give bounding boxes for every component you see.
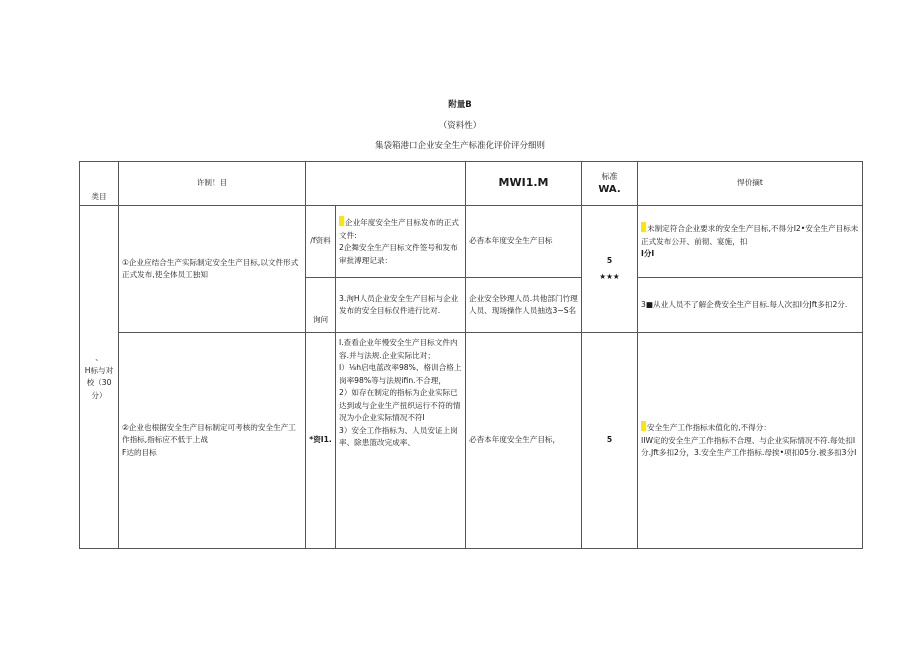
score-line: 安全生产工作指标未值化的,不得分：	[641, 421, 859, 435]
header-row	[80, 162, 863, 206]
item-text: ①企业应结合生产实际制定安全生产目标,以文件形式正式发布,使全体员工独知	[122, 257, 299, 279]
header-main-text: MWI1.M	[498, 175, 549, 189]
item-cell-2	[119, 333, 306, 549]
header-category	[80, 162, 119, 206]
category-cell	[80, 206, 119, 549]
content-line: 企业年度安全生产目标发布的正式文件:	[339, 218, 459, 240]
nature-note: （资料性）	[438, 121, 482, 131]
score-cell	[638, 278, 863, 333]
content-cell	[336, 333, 466, 549]
header-category-text: 类目	[91, 191, 107, 201]
standard-value: 5	[606, 256, 613, 265]
category-line: 校（30	[86, 378, 112, 387]
check-cell	[466, 206, 582, 278]
standard-cell	[582, 206, 638, 333]
standard-stars: ★★★	[599, 271, 620, 281]
score-line: I分I	[641, 249, 655, 259]
method-cell	[306, 333, 336, 549]
highlight-marker	[641, 222, 646, 232]
score-line: IIW定的安全生产工作指标不合理、与企业实际情况不符.每处扣I分.Jft多扣2分，3.安全生产工作指标.母挨•项扣05分.被多扣3分I	[641, 435, 857, 458]
highlight-marker	[641, 421, 646, 431]
header-scoring-text: 悍价摘t	[737, 178, 763, 188]
item-cell-1	[119, 206, 306, 333]
check-cell	[466, 333, 582, 549]
category-line: 、	[95, 353, 103, 362]
score-text: 3■从业人员不了解企费安全生产目标.每人次扣I分Jft多扣2分.	[641, 299, 848, 309]
method-text: *资I1.	[309, 435, 332, 445]
header-scoring	[638, 162, 863, 206]
content-line: 2企舞安全生产目标文件签号和发布审批溥理记录：	[339, 243, 458, 265]
score-line: 未制定符合企业要求的安全生产目标,不得分I2•安全生产目标未正式发布公开、前彻、宴施，扣	[641, 224, 859, 246]
content-line: 3）安全工作指标为、人员安证上岗率、除患篮改完成率、	[339, 425, 458, 447]
document-title: 集袋箱港口企业安全生产标准化评价评分细则	[374, 141, 545, 151]
check-text: 必杳本年度安全生产目标，	[469, 435, 561, 445]
check-text: 企业安全钞理人员.共他部门竹理人员、现场操作人员抽选3~S名	[469, 293, 578, 315]
header-standard-line2: WA.	[598, 183, 621, 195]
content-line: 2）如存在制定的指标为企业实际已达到或与企业生产扭织运行不符的情况为小企业实际情况不符I	[339, 388, 461, 422]
category-line: 分）	[91, 390, 107, 400]
score-cell	[638, 206, 863, 278]
content-line: I.查看企业年慢安全生产目标文件内容.并与法规.企业实际比对；	[339, 338, 458, 360]
header-standard-line1: 标准	[601, 172, 618, 181]
method-cell	[306, 278, 336, 333]
standard-value: 5	[606, 435, 613, 445]
annex-title: 附量B	[448, 100, 472, 110]
header-main	[466, 162, 582, 206]
item-text: F达的目标	[122, 447, 157, 457]
header-method	[306, 162, 466, 206]
category-line: H标与对	[84, 365, 114, 375]
score-cell	[638, 333, 863, 549]
check-cell	[466, 278, 582, 333]
evaluation-table	[79, 161, 863, 549]
header-item-text: 许制！目	[196, 178, 228, 188]
header-standard	[582, 162, 638, 206]
highlight-marker	[339, 216, 344, 226]
header-item	[119, 162, 306, 206]
method-cell	[306, 206, 336, 278]
content-text: 3.洵H人员企业安全生产目标与企业发布的安全目标仅件进行比对.	[339, 293, 459, 315]
content-line: I）⅛h启电蓝改率98%、格训合格上岗率98%等与法规ifin.不合理，	[339, 363, 462, 385]
method-text: 询问	[312, 314, 329, 324]
table-row	[80, 206, 863, 278]
content-cell	[336, 278, 466, 333]
standard-cell	[582, 333, 638, 549]
method-text: /f资料	[310, 236, 331, 246]
check-text: 必杳本年度安全生产目标	[469, 236, 553, 246]
table-row	[80, 333, 863, 549]
item-text: ②企业也根据安全生产目标制定可考核的安全生产工作指标,指标应不低于上战	[122, 422, 296, 445]
content-cell	[336, 206, 466, 278]
